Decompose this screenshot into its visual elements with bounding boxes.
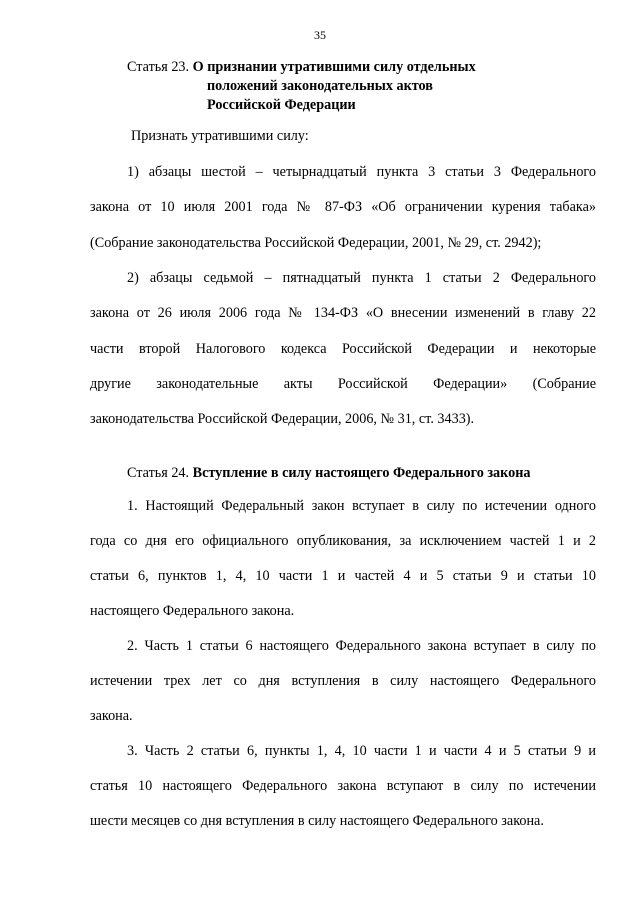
article-23-line: части второй Налогового кодекса Российской Федерации и некоторые <box>90 341 596 357</box>
article-24-line: года со дня его официального опубликования, за исключением частей 1 и 2 <box>90 533 596 549</box>
article-23-line: закона от 10 июля 2001 года № 87-ФЗ «Об ограничении курения табака» <box>90 199 596 215</box>
article-24-heading <box>127 464 530 483</box>
article-23-line: 2) абзацы седьмой – пятнадцатый пункта 1 статьи 2 Федерального <box>127 270 596 286</box>
article-24-label: Статья 24. <box>127 465 190 481</box>
page-number: 35 <box>314 28 326 42</box>
article-23-line: другие законодательные акты Российской Федерации» (Собрание <box>90 376 596 392</box>
article-23-line: 1) абзацы шестой – четырнадцатый пункта 3 статьи 3 Федерального <box>127 164 596 180</box>
article-23-line: (Собрание законодательства Российской Федерации, 2001, № 29, ст. 2942); <box>90 235 542 251</box>
article-23-label: Статья 23. <box>127 59 190 75</box>
article-23-line: закона от 26 июля 2006 года № 134-ФЗ «О внесении изменений в главу 22 <box>90 305 596 321</box>
article-23-title-line-1: О признании утратившими силу отдельных <box>192 59 476 75</box>
article-24-line: 2. Часть 1 статьи 6 настоящего Федерального закона вступает в силу по <box>127 638 596 654</box>
article-23-line: законодательства Российской Федерации, 2006, № 31, ст. 3433). <box>90 411 475 427</box>
article-24-line: 1. Настоящий Федеральный закон вступает в силу по истечении одного <box>127 498 596 514</box>
article-24-line: 3. Часть 2 статьи 6, пункты 1, 4, 10 части 1 и части 4 и 5 статьи 9 и <box>127 743 596 759</box>
article-24-line: настоящего Федерального закона. <box>90 603 295 619</box>
article-23-intro: Признать утратившими силу: <box>131 128 309 144</box>
article-23-heading <box>127 58 476 115</box>
article-24-line: шести месяцев со дня вступления в силу настоящего Федерального закона. <box>90 813 544 829</box>
article-23-title-line-3: Российской Федерации <box>207 97 356 113</box>
article-24-line: закона. <box>90 708 133 724</box>
article-24-line: статья 10 настоящего Федерального закона вступают в силу по истечении <box>90 778 596 794</box>
article-24-line: истечении трех лет со дня вступления в силу настоящего Федерального <box>90 673 596 689</box>
article-24-title: Вступление в силу настоящего Федерального закона <box>192 465 531 481</box>
article-24-line: статьи 6, пунктов 1, 4, 10 части 1 и частей 4 и 5 статьи 9 и статьи 10 <box>90 568 596 584</box>
article-23-title-line-2: положений законодательных актов <box>207 78 433 94</box>
